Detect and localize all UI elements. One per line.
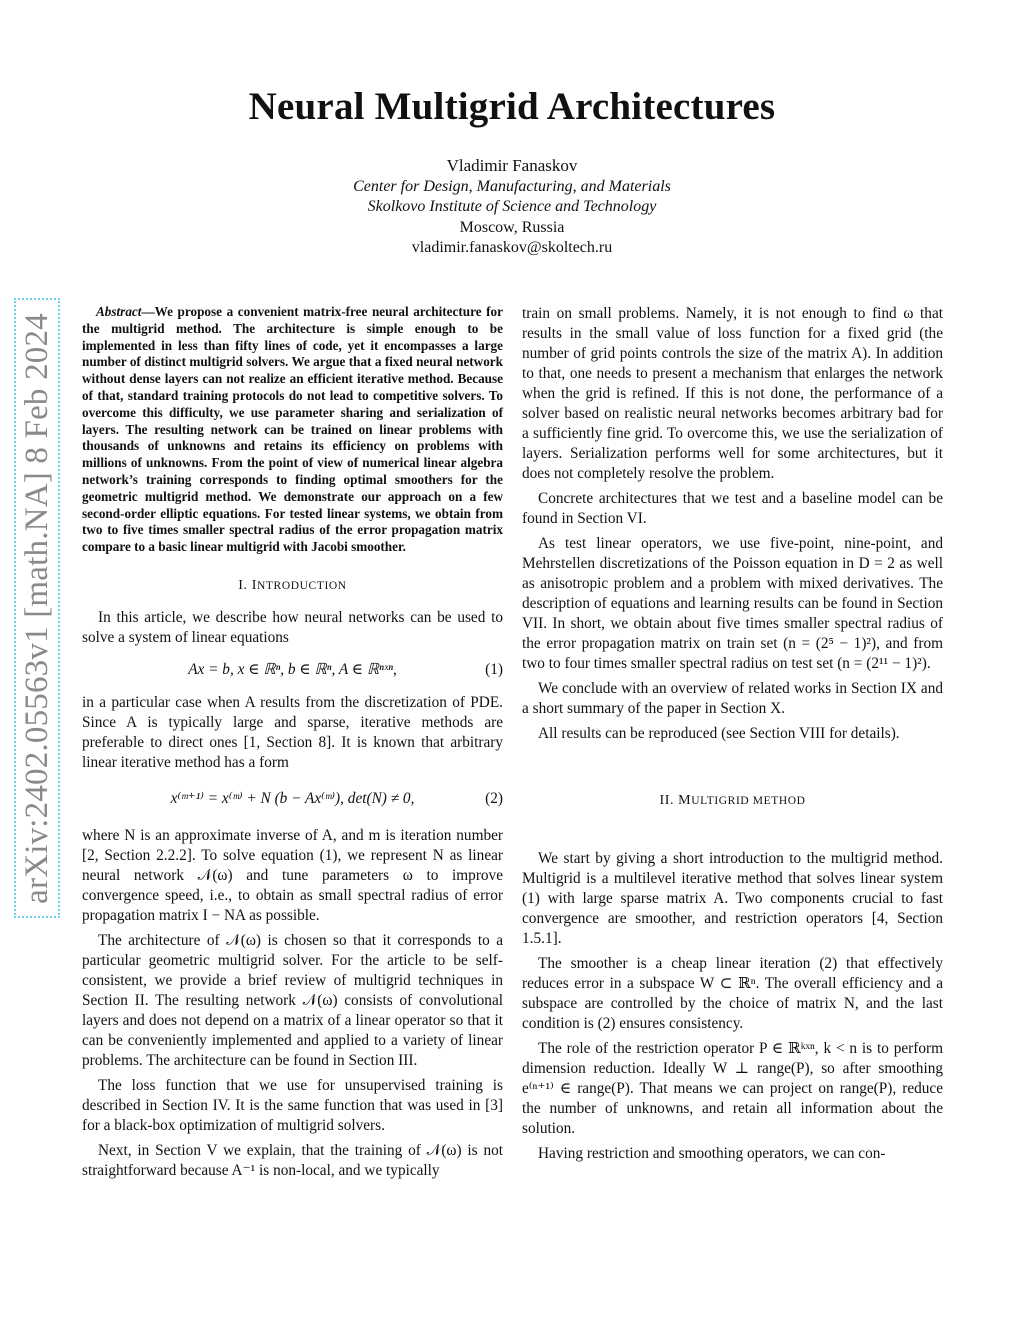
affiliation-line-2: Skolkovo Institute of Science and Technology (367, 198, 657, 215)
paper-title: Neural Multigrid Architectures (248, 85, 776, 128)
right-paragraph-4: We conclude with an overview of related works in Section IX and a short summary of the paper in Section X. (522, 680, 943, 717)
section-gap (522, 749, 943, 789)
equation-2 (82, 778, 503, 820)
author-block (0, 156, 1024, 259)
arxiv-identifier-stamp (14, 298, 60, 918)
affiliation-line-1: Center for Design, Manufacturing, and Materials (353, 177, 671, 195)
section-heading-multigrid: II. MULTIGRID METHOD (659, 793, 806, 808)
equation-2-number: (2) (485, 789, 503, 807)
multigrid-paragraph-2: The smoother is a cheap linear iteration (2) that effectively reduces error in a subspace W ⊂ ℝⁿ. The overall efficiency and a subspace are controlled by the choice of matrix N, and the last condition is (2) ensures consistency. (522, 955, 943, 1032)
abstract (82, 304, 503, 556)
multigrid-paragraph-4: Having restriction and smoothing operators, we can con- (538, 1145, 886, 1162)
equation-2-body: x⁽ᵐ⁺¹⁾ = x⁽ᵐ⁾ + N (b − Ax⁽ᵐ⁾), det(N) ≠ 0, (170, 789, 415, 807)
author-location: Moscow, Russia (459, 218, 565, 236)
equation-1-body: Ax = b, x ∈ ℝⁿ, b ∈ ℝⁿ, A ∈ ℝⁿˣⁿ, (188, 660, 397, 678)
equation-1-number: (1) (485, 660, 503, 678)
intro-paragraph-5: The loss function that we use for unsupervised training is described in Section IV. It is the same function that was used in [3] for a black-box optimization of multigrid solvers. (82, 1076, 503, 1134)
right-paragraph-2: Concrete architectures that we test and a baseline model can be found in Section VI. (522, 490, 943, 527)
right-paragraph-5: All results can be reproduced (see Section VIII for details). (538, 725, 900, 742)
right-paragraph-3: As test linear operators, we use five-point, nine-point, and Mehrstellen discretizations of the Poisson equation in D = 2 as well as anisotropic problem and a problem with mixed derivatives. The description of equations and learning results can be found in Section VII. In short, we obtain about five times smaller spectral radius of the error propagation matrix on train set (n = (2⁵ − 1)²), and from two to four times smaller spectral radius on test set (n = (2¹¹ − 1)²). (522, 535, 943, 672)
right-column (522, 304, 943, 1169)
intro-paragraph-1: In this article, we describe how neural networks can be used to solve a system of linear equations (82, 608, 503, 646)
equation-1 (82, 653, 503, 687)
intro-paragraph-4: The architecture of 𝒩(ω) is chosen so that it corresponds to a particular geometric multigrid solver. For the article to be self-consistent, we provide a brief review of multigrid techniques in Section II. The resulting network 𝒩(ω) consists of convolutional layers and does not depend on a matrix of a linear operator so that it can be conveniently implemented and applied to a variety of linear problems. The architecture can be found in Section III. (82, 931, 503, 1069)
left-column (82, 304, 503, 1186)
abstract-label: Abstract (96, 304, 142, 319)
intro-paragraph-3: where N is an approximate inverse of A, and m is iteration number [2, Section 2.2.2]. To solve equation (1), we represent N as linear neural network 𝒩(ω) and tune parameters ω to improve convergence speed, i.e., to obtain as small spectral radius of error propagation matrix I − NA as possible. (82, 826, 503, 924)
section-heading-introduction: I. INTRODUCTION (238, 577, 347, 593)
intro-paragraph-2: in a particular case when A results from the discretization of PDE. Since A is typically large and sparse, iterative methods are preferable to direct ones [1, Section 8]. It is known that arbitrary linear iterative method has a form (82, 693, 503, 771)
multigrid-paragraph-3: The role of the restriction operator P ∈ ℝᵏˣⁿ, k < n is to perform dimension reduction. Ideally W ⊥ range(P), so after smoothing e⁽ⁿ⁺¹⁾ ∈ range(P). That means we can project on range(P), reduce the number of unknowns, and retain all information about the solution. (522, 1040, 943, 1137)
multigrid-paragraph-1: We start by giving a short introduction to the multigrid method. Multigrid is a multilevel iterative method that solves linear system (1) with large sparse matrix A. Two components crucial to fast convergence are smoother, and restriction operators [4, Section 1.5.1]. (522, 850, 943, 947)
intro-paragraph-6: Next, in Section V we explain, that the training of 𝒩(ω) is not straightforward because A⁻¹ is non-local, and we typically (82, 1141, 503, 1179)
right-paragraph-1: train on small problems. Namely, it is not enough to find ω that results in the small value of loss function for a fixed grid (the number of grid points controls the size of the matrix A). In addition to that, one needs to present a mechanism that enlarges the network when the grid is refined. If this is not done, the performance of a solver based on realistic neural networks becomes arbitrary bad for a sufficiently fine grid. To overcome this, we use the serialization of layers. Serialization performs well for some architectures, but it does not completely resolve the problem. (522, 305, 943, 482)
abstract-text: —We propose a convenient matrix-free neural architecture for the multigrid method. The architecture is simple enough to be implemented in less than fifty lines of code, yet it encompasses a large number of distinct multigrid solvers. We argue that a fixed neural network without dense layers can not realize an efficient iterative method. Because of that, standard training protocols do not lead to competitive solvers. To overcome this difficulty, we use parameter sharing and serialization of layers. The resulting network can be trained on linear problems with thousands of unknowns and retains its efficiency on problems with millions of unknowns. From the point of view of numerical linear algebra network’s training corresponds to finding optimal smoothers for the geometric multigrid method. We demonstrate our approach on a few second-order elliptic equations. For tested linear systems, we obtain from two to five times smaller spectral radius of the error propagation matrix compare to a basic linear multigrid with Jacobi smoother. (82, 304, 503, 555)
author-name: Vladimir Fanaskov (446, 156, 578, 175)
section-gap (522, 823, 943, 849)
arxiv-identifier-text: arXiv:2402.05563v1 [math.NA] 8 Feb 2024 (18, 312, 55, 904)
author-email[interactable]: vladimir.fanaskov@skoltech.ru (411, 239, 613, 256)
